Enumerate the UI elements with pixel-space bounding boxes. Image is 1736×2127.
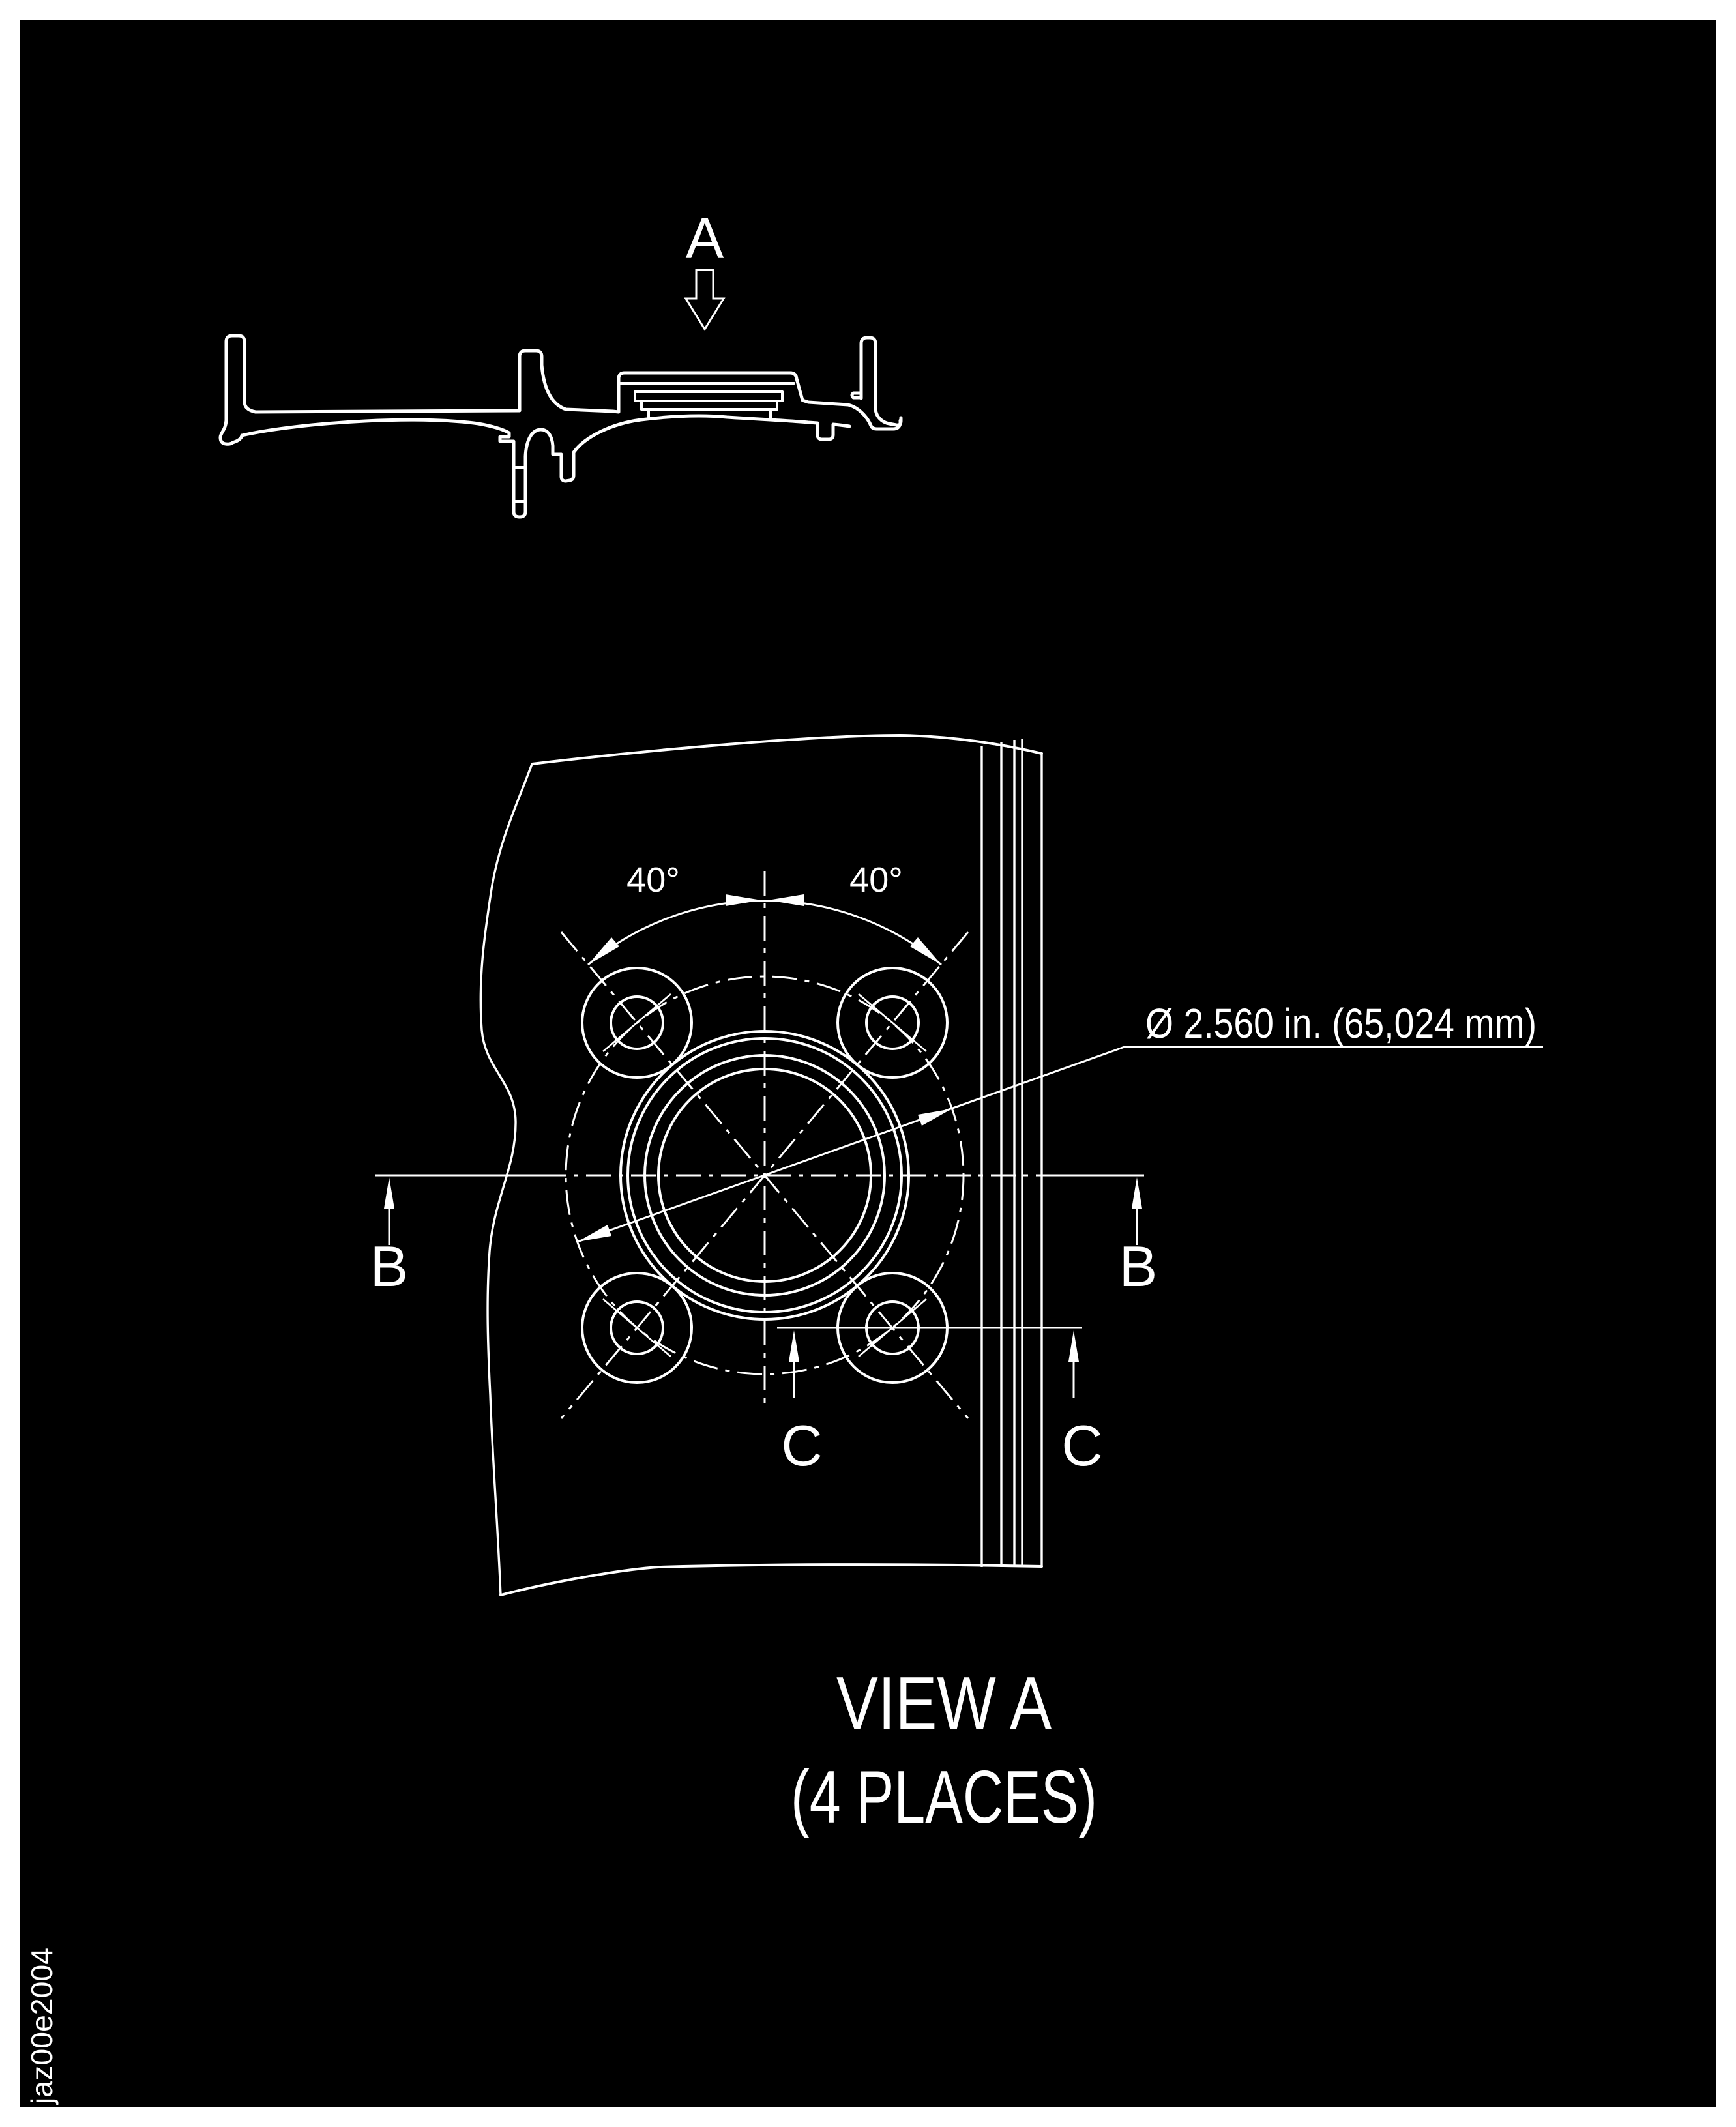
- section-c-right-label: C: [1061, 1413, 1103, 1478]
- diameter-dim-label: Ø 2.560 in. (65,024 mm): [1145, 1000, 1537, 1047]
- section-b-right-label: B: [1119, 1234, 1158, 1298]
- section-b-left-label: B: [370, 1234, 409, 1298]
- watermark-code: jaz00e2004: [25, 1949, 59, 2104]
- angle-dim-right-label: 40°: [849, 860, 903, 900]
- angle-dim-left-label: 40°: [626, 860, 680, 900]
- section-c-left-label: C: [781, 1413, 823, 1478]
- view-title: VIEW A: [836, 1662, 1052, 1745]
- detail-a-label: A: [685, 206, 724, 271]
- view-subtitle: (4 PLACES): [791, 1756, 1097, 1839]
